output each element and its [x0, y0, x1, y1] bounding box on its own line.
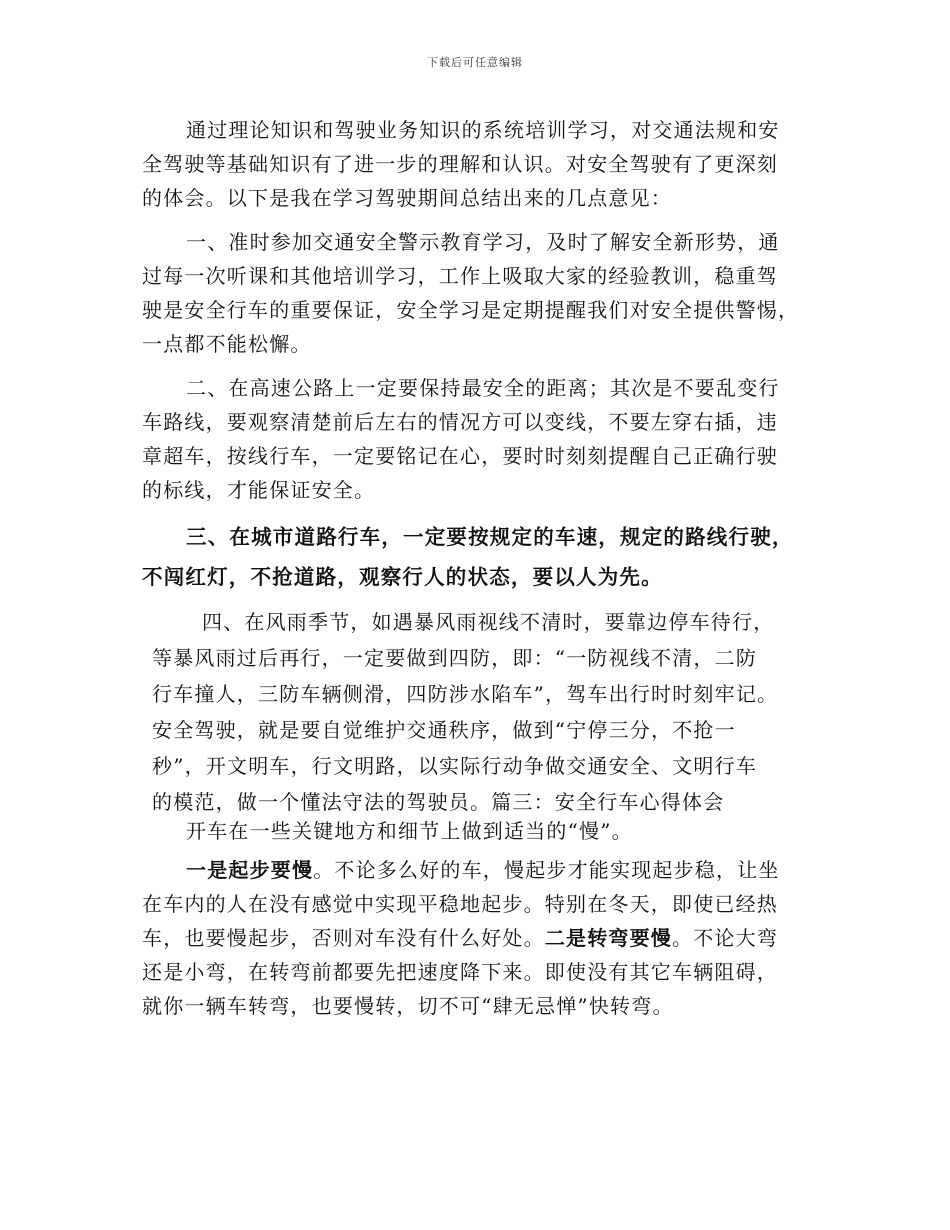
text-line: 在车内的人在没有感觉中实现平稳地起步。特别在冬天，即使已经热	[142, 892, 778, 916]
text-line: 还是小弯，在转弯前都要先把速度降下来。即使没有其它车辆阻碍，	[142, 960, 778, 984]
text-line: 等暴风雨过后再行，一定要做到四防，即：“一防视线不清，二防	[152, 646, 758, 670]
paragraph-point-two	[142, 371, 822, 507]
bold-heading: 二是转弯要慢	[544, 926, 673, 950]
text-run: 。不论大弯	[672, 926, 779, 950]
paragraph-point-one	[142, 225, 822, 361]
text-line: 的模范，做一个懂法守法的驾驶员。篇三：安全行车心得体会	[152, 790, 725, 814]
text-line	[142, 921, 822, 955]
text-line: 过每一次听课和其他培训学习，工作上吸取大家的经验教训，稳重驾	[142, 264, 778, 288]
paragraph-slow-intro	[142, 814, 822, 848]
paragraph-point-four	[152, 604, 832, 820]
text-line: 全驾驶等基础知识有了进一步的理解和认识。对安全驾驶有了更深刻	[142, 152, 778, 176]
text-line: 通过理论知识和驾驶业务知识的系统培训学习，对交通法规和安	[186, 118, 780, 142]
text-run: 。不论多么好的车，慢起步才能实现起步稳，让坐	[313, 858, 780, 882]
text-line: 一、准时参加交通安全警示教育学习，及时了解安全新形势，通	[186, 230, 780, 254]
paragraph-slow-points	[142, 853, 822, 1023]
text-line: 四、在风雨季节，如遇暴风雨视线不清时，要靠边停车待行，	[202, 610, 775, 634]
text-line	[142, 853, 822, 887]
paragraph-intro	[142, 113, 822, 215]
text-line: 章超车，按线行车，一定要铭记在心，要时时刻刻提醒自己正确行驶	[142, 444, 778, 468]
text-line: 三、在城市道路行车，一定要按规定的车速，规定的路线行驶，	[186, 525, 794, 549]
paragraph-point-three	[142, 517, 822, 597]
text-line: 的标线，才能保证安全。	[142, 478, 376, 502]
bold-heading: 一是起步要慢	[186, 858, 314, 882]
text-line: 开车在一些关键地方和细节上做到适当的“慢”。	[186, 819, 633, 843]
text-line: 车路线，要观察清楚前后左右的情况方可以变线，不要左穿右插，违	[142, 410, 778, 434]
text-line: 安全驾驶，就是要自觉维护交通秩序，做到“宁停三分，不抢一	[152, 718, 736, 742]
text-line: 不闯红灯，不抢道路，观察行人的状态，要以人为先。	[142, 565, 663, 589]
text-line: 驶是安全行车的重要保证，安全学习是定期提醒我们对安全提供警惕，	[142, 298, 800, 322]
text-run: 车，也要慢起步，否则对车没有什么好处。	[142, 926, 545, 950]
text-line: 二、在高速公路上一定要保持最安全的距离；其次是不要乱变行	[186, 376, 780, 400]
text-line: 就你一辆车转弯，也要慢转，切不可“肆无忌惮”快转弯。	[142, 994, 674, 1018]
text-line: 秒”，开文明车，行文明路，以实际行动争做交通安全、文明行车	[152, 754, 758, 778]
text-line: 的体会。以下是我在学习驾驶期间总结出来的几点意见：	[142, 186, 672, 210]
text-line: 行车撞人，三防车辆侧滑，四防涉水陷车”，驾车出行时时刻牢记。	[152, 682, 779, 706]
text-line: 一点都不能松懈。	[142, 332, 312, 356]
page-header: 下载后可任意编辑	[427, 56, 523, 69]
